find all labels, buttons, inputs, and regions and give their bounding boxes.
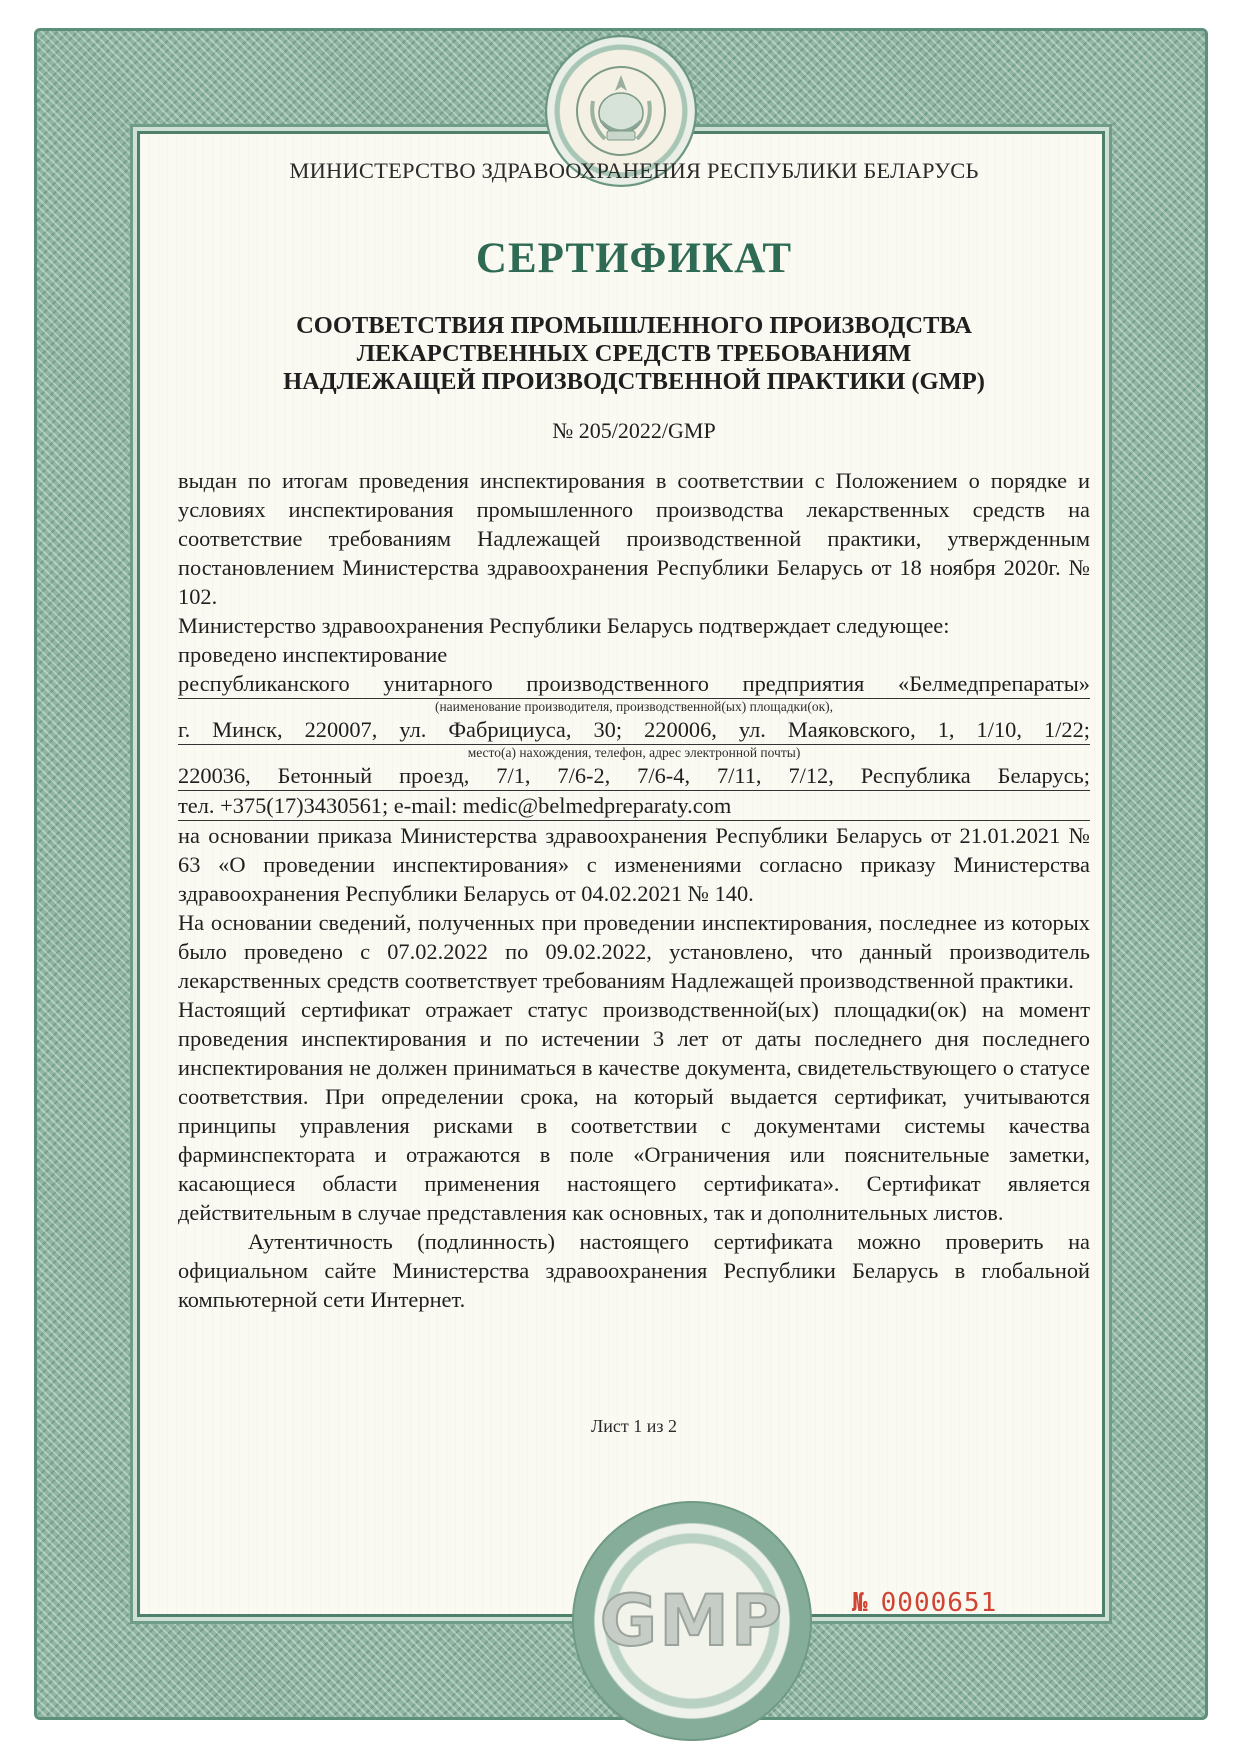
manufacturer-caption: (наименование производителя, производственной(ых) площадки(ок),	[434, 699, 834, 714]
subtitle-line-3: НАДЛЕЖАЩЕЙ ПРОИЗВОДСТВЕННОЙ ПРАКТИКИ (GMP)	[283, 368, 985, 395]
gmp-seal-text: GMP	[599, 1580, 785, 1662]
certificate-number: № 205/2022/GMP	[552, 418, 716, 443]
address-caption: место(а) нахождения, телефон, адрес электронной почты)	[467, 745, 801, 760]
certificate-body	[178, 466, 1090, 1314]
certificate-subtitle	[178, 312, 1090, 396]
ministry-name: МИНИСТЕРСТВО ЗДРАВООХРАНЕНИЯ РЕСПУБЛИКИ БЕЛАРУСЬ	[289, 158, 979, 183]
confirmation-line: Министерство здравоохранения Республики Беларусь подтверждает следующее:	[178, 613, 950, 638]
manufacturer-name: республиканского унитарного производственного предприятия «Белмедпрепараты»	[178, 669, 1090, 699]
basis-paragraph: на основании приказа Министерства здравоохранения Республики Беларусь от 21.01.2021 № 63 «О проведении инспектирования» с изменениями согласно приказу Министерства здравоохранения Республики Беларусь от 04.02.2021 № 140.	[178, 823, 1090, 906]
certificate-title: СЕРТИФИКАТ	[475, 235, 793, 282]
findings-paragraph: На основании сведений, полученных при проведении инспектирования, последнее из которых было проведено с 07.02.2022 по 09.02.2022, установлено, что данный производитель лекарственных средств соответствует требованиям Надлежащей производственной практики.	[178, 910, 1090, 993]
intro-paragraph: выдан по итогам проведения инспектирования в соответствии с Положением о порядке и условиях инспектирования промышленного производства лекарственных средств на соответствие требованиям Надлежащей производственной практики, утвержденным постановлением Министерства здравоохранения Республики Беларусь от 18 ноября 2020г. № 102.	[178, 468, 1090, 609]
inspection-line: проведено инспектирование	[178, 642, 448, 667]
address-line-1: г. Минск, 220007, ул. Фабрициуса, 30; 220006, ул. Маяковского, 1, 1/10, 1/22;	[178, 715, 1090, 745]
sheet-number: Лист 1 из 2	[591, 1416, 677, 1436]
serial-label: №	[852, 1588, 869, 1618]
subtitle-line-2: ЛЕКАРСТВЕННЫХ СРЕДСТВ ТРЕБОВАНИЯМ	[356, 340, 912, 367]
serial-value: 0000651	[880, 1588, 998, 1618]
authenticity-paragraph: Аутентичность (подлинность) настоящего сертификата можно проверить на официальном сайте Министерства здравоохранения Республики Беларусь в глобальной компьютерной сети Интернет.	[178, 1229, 1090, 1312]
certificate-content	[178, 150, 1090, 1314]
serial-number	[852, 1588, 997, 1618]
address-line-2: 220036, Бетонный проезд, 7/1, 7/6-2, 7/6-4, 7/11, 7/12, Республика Беларусь;	[178, 761, 1090, 791]
status-paragraph: Настоящий сертификат отражает статус производственной(ых) площадки(ок) на момент проведения инспектирования и по истечении 3 лет от даты последнего дня последнего инспектирования не должен приниматься в качестве документа, свидетельствующего о статусе соответствия. При определении срока, на который выдается сертификат, учитываются принципы управления рисками в соответствии с документами системы качества фарминспектората и отражаются в поле «Ограничения или пояснительные заметки, касающиеся области применения настоящего сертификата». Сертификат является действительным в случае представления как основных, так и дополнительных листов.	[178, 997, 1090, 1225]
subtitle-line-1: СООТВЕТСТВИЯ ПРОМЫШЛЕННОГО ПРОИЗВОДСТВА	[296, 312, 972, 339]
gmp-seal	[572, 1501, 812, 1741]
contacts-line: тел. +375(17)3430561; e-mail: medic@belmedpreparaty.com	[178, 791, 1090, 821]
